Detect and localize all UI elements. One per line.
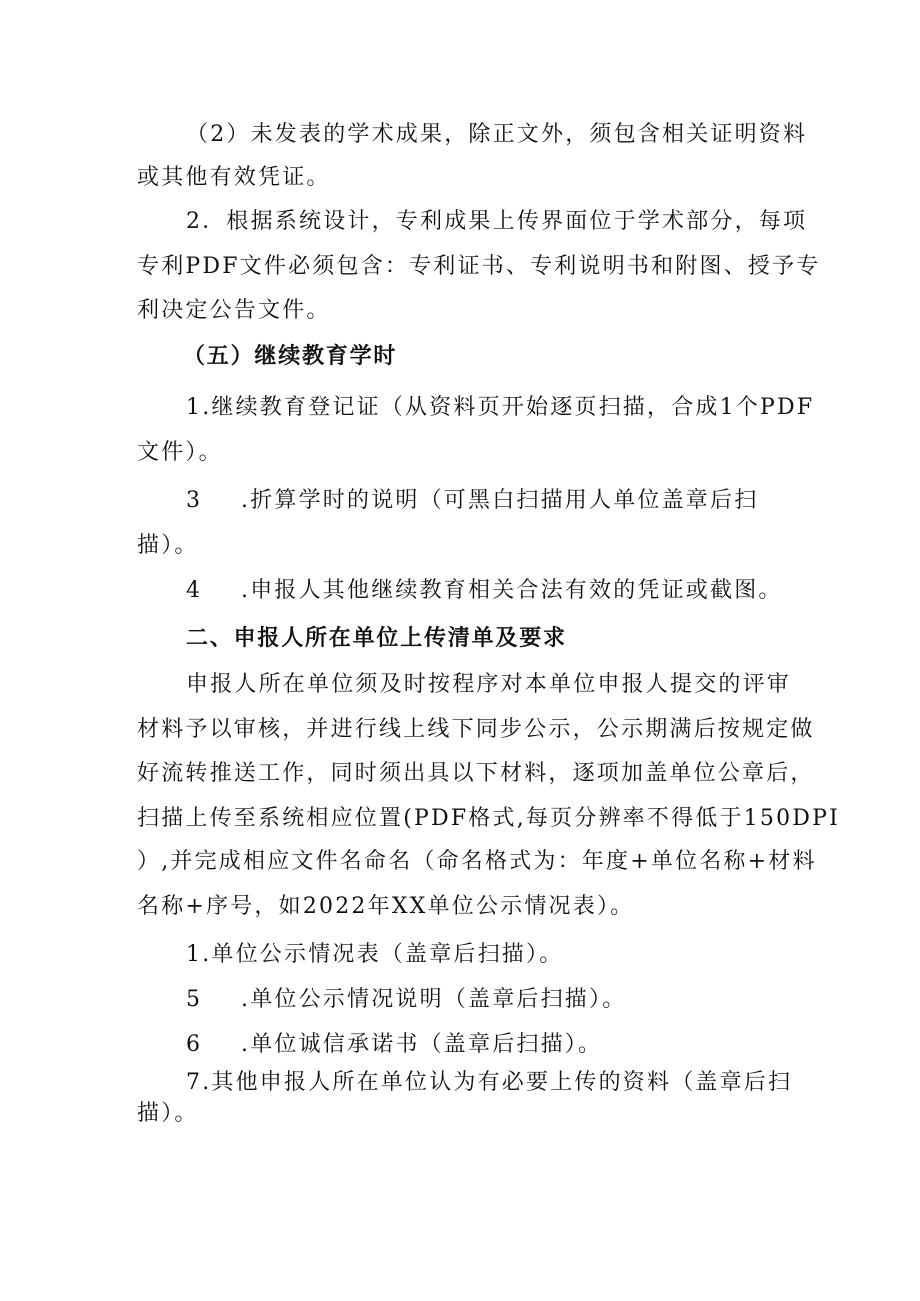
paragraph-6-line-3: 好流转推送工作，同时须出具以下材料，逐项加盖单位公章后，: [137, 761, 815, 786]
paragraph-6-line-6: 名称+序号，如2022年XX单位公示情况表）。: [137, 894, 635, 919]
paragraph-4-line-1: .折算学时的说明（可黑白扫描用人单位盖章后扫: [241, 488, 759, 513]
paragraph-5-number: 4: [186, 578, 203, 603]
paragraph-2-line-3: 利决定公告文件。: [137, 298, 331, 323]
paragraph-6-line-1: 申报人所在单位须及时按程序对本单位申报人提交的评审: [186, 672, 792, 697]
paragraph-6-line-2: 材料予以审核，并进行线上线下同步公示，公示期满后按规定做: [137, 717, 815, 742]
paragraph-9-number: 6: [186, 1032, 203, 1057]
paragraph-10-line-2: 描）。: [137, 1101, 199, 1126]
paragraph-7-line-1: 1.单位公示情况表（盖章后扫描）。: [186, 942, 564, 967]
paragraph-8-line-1: .单位公示情况说明（盖章后扫描）。: [241, 987, 627, 1012]
paragraph-2-line-2: 专利PDF文件必须包含：专利证书、专利说明书和附图、授予专: [137, 254, 821, 279]
paragraph-1-line-1: （2）未发表的学术成果，除正文外，须包含相关证明资料: [186, 122, 808, 147]
paragraph-5-line-1: .申报人其他继续教育相关合法有效的凭证或截图。: [241, 578, 783, 603]
paragraph-4-number: 3: [186, 488, 203, 513]
section-2-heading: 二、申报人所在单位上传清单及要求: [186, 626, 567, 651]
paragraph-8-number: 5: [186, 987, 203, 1012]
paragraph-3-line-1: 1.继续教育登记证（从资料页开始逐页扫描，合成1个PDF: [186, 395, 815, 420]
paragraph-6-line-4: 扫描上传至系统相应位置(PDF格式,每页分辨率不得低于150DPI: [137, 806, 841, 831]
paragraph-10-line-1: 7.其他申报人所在单位认为有必要上传的资料（盖章后扫: [186, 1070, 793, 1095]
paragraph-4-line-2: 描）。: [137, 533, 199, 558]
section-5-heading: （五）继续教育学时: [183, 344, 398, 369]
paragraph-3-line-2: 文件）。: [137, 440, 223, 465]
paragraph-2-line-1: 2．根据系统设计，专利成果上传界面位于学术部分，每项: [186, 209, 808, 234]
paragraph-9-line-1: .单位诚信承诺书（盖章后扫描）。: [241, 1032, 603, 1057]
paragraph-1-line-2: 或其他有效凭证。: [137, 165, 331, 190]
paragraph-6-line-5: ）,并完成相应文件名命名（命名格式为：年度+单位名称+材料: [137, 849, 817, 874]
